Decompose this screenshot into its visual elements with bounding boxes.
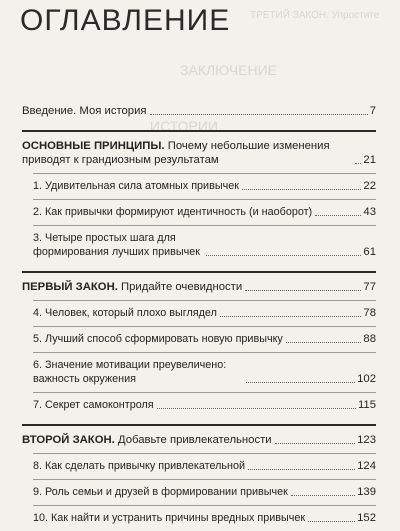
toc-part-title bbox=[22, 280, 242, 294]
toc-entry-intro[interactable] bbox=[22, 104, 376, 118]
dot-leader bbox=[286, 342, 362, 343]
dot-leader bbox=[248, 469, 355, 470]
toc-page-number: 61 bbox=[363, 246, 376, 258]
toc-page-number: 124 bbox=[357, 460, 376, 472]
toc-chapter[interactable] bbox=[33, 173, 376, 199]
toc-page-number: 88 bbox=[363, 333, 376, 345]
dot-leader bbox=[245, 290, 361, 291]
toc-page-number: 102 bbox=[357, 373, 376, 385]
toc-chapter[interactable] bbox=[33, 326, 376, 352]
dot-leader bbox=[275, 443, 356, 444]
toc-part-subtitle: Почему небольшие изменения приводят к грандиозным результатам bbox=[22, 140, 330, 166]
toc-chapter-title: 6. Значение мотивации преувеличено: важность окружения bbox=[33, 359, 227, 385]
toc-part-subtitle: Придайте очевидности bbox=[117, 281, 243, 293]
dot-leader bbox=[355, 163, 361, 164]
dot-leader bbox=[246, 382, 355, 383]
toc-chapter-title: 10. Как найти и устранить причины вредных привычек bbox=[33, 512, 306, 524]
dot-leader bbox=[220, 316, 362, 317]
toc-chapter[interactable] bbox=[33, 479, 376, 505]
bleed-through-text: ЗАКЛЮЧЕНИЕ bbox=[180, 62, 277, 78]
toc-page-number: 43 bbox=[363, 206, 376, 218]
toc-chapter-title: 8. Как сделать привычку привлекательной bbox=[33, 460, 246, 472]
toc-chapter-title: 2. Как привычки формируют идентичность (и наоборот) bbox=[33, 206, 313, 218]
toc-part-label: ПЕРВЫЙ ЗАКОН. bbox=[22, 281, 118, 293]
toc-chapter[interactable] bbox=[33, 453, 376, 479]
toc-page-number: 152 bbox=[357, 512, 376, 524]
toc-page-number: 77 bbox=[363, 281, 376, 293]
toc-chapter-title: 5. Лучший способ сформировать новую привычку bbox=[33, 333, 283, 345]
dot-leader bbox=[242, 189, 361, 190]
bleed-through-text: ТРЕТИЙ ЗАКОН. Упростите bbox=[250, 10, 380, 21]
toc-part[interactable] bbox=[22, 271, 376, 294]
toc-part-title bbox=[22, 139, 352, 167]
toc-chapter[interactable] bbox=[33, 392, 376, 418]
toc-chapter-title: 9. Роль семьи и друзей в формировании привычек bbox=[33, 486, 288, 498]
toc-chapter-title: 4. Человек, который плохо выглядел bbox=[33, 307, 217, 319]
toc-chapter[interactable] bbox=[33, 225, 376, 265]
toc-chapter[interactable] bbox=[33, 505, 376, 531]
toc-page-number: 7 bbox=[369, 105, 376, 117]
toc-entry-title: Введение. Моя история bbox=[22, 105, 147, 117]
toc-page-number: 123 bbox=[357, 434, 376, 446]
toc-page-number: 78 bbox=[363, 307, 376, 319]
toc-chapter-title: 7. Секрет самоконтроля bbox=[33, 399, 154, 411]
toc-page-number: 22 bbox=[363, 180, 376, 192]
dot-leader bbox=[157, 408, 356, 409]
toc-page-number: 21 bbox=[363, 154, 376, 166]
dot-leader bbox=[308, 521, 355, 522]
toc-part-label: ВТОРОЙ ЗАКОН. bbox=[22, 434, 115, 446]
toc-chapter[interactable] bbox=[33, 199, 376, 225]
toc-chapter-title: 1. Удивительная сила атомных привычек bbox=[33, 180, 239, 192]
toc-page-number: 139 bbox=[357, 486, 376, 498]
dot-leader bbox=[291, 495, 355, 496]
toc-part[interactable] bbox=[22, 424, 376, 447]
bleed-through-text: ИСТОРИИ bbox=[150, 118, 218, 134]
dot-leader bbox=[206, 255, 361, 256]
toc-part-title bbox=[22, 433, 272, 447]
toc-part-label: ОСНОВНЫЕ ПРИНЦИПЫ. bbox=[22, 140, 165, 152]
dot-leader bbox=[150, 114, 368, 115]
toc-chapter-title: 3. Четыре простых шага для формирования лучших привычек bbox=[33, 232, 200, 258]
toc-page-number: 115 bbox=[357, 399, 376, 411]
toc-part-subtitle: Добавьте привлекательности bbox=[114, 434, 272, 446]
toc-part[interactable] bbox=[22, 130, 376, 167]
toc-chapter[interactable] bbox=[33, 352, 376, 392]
toc-chapter[interactable] bbox=[33, 300, 376, 326]
dot-leader bbox=[315, 215, 361, 216]
page-title: ОГЛАВЛЕНИЕ bbox=[20, 4, 231, 37]
table-of-contents bbox=[22, 104, 376, 531]
